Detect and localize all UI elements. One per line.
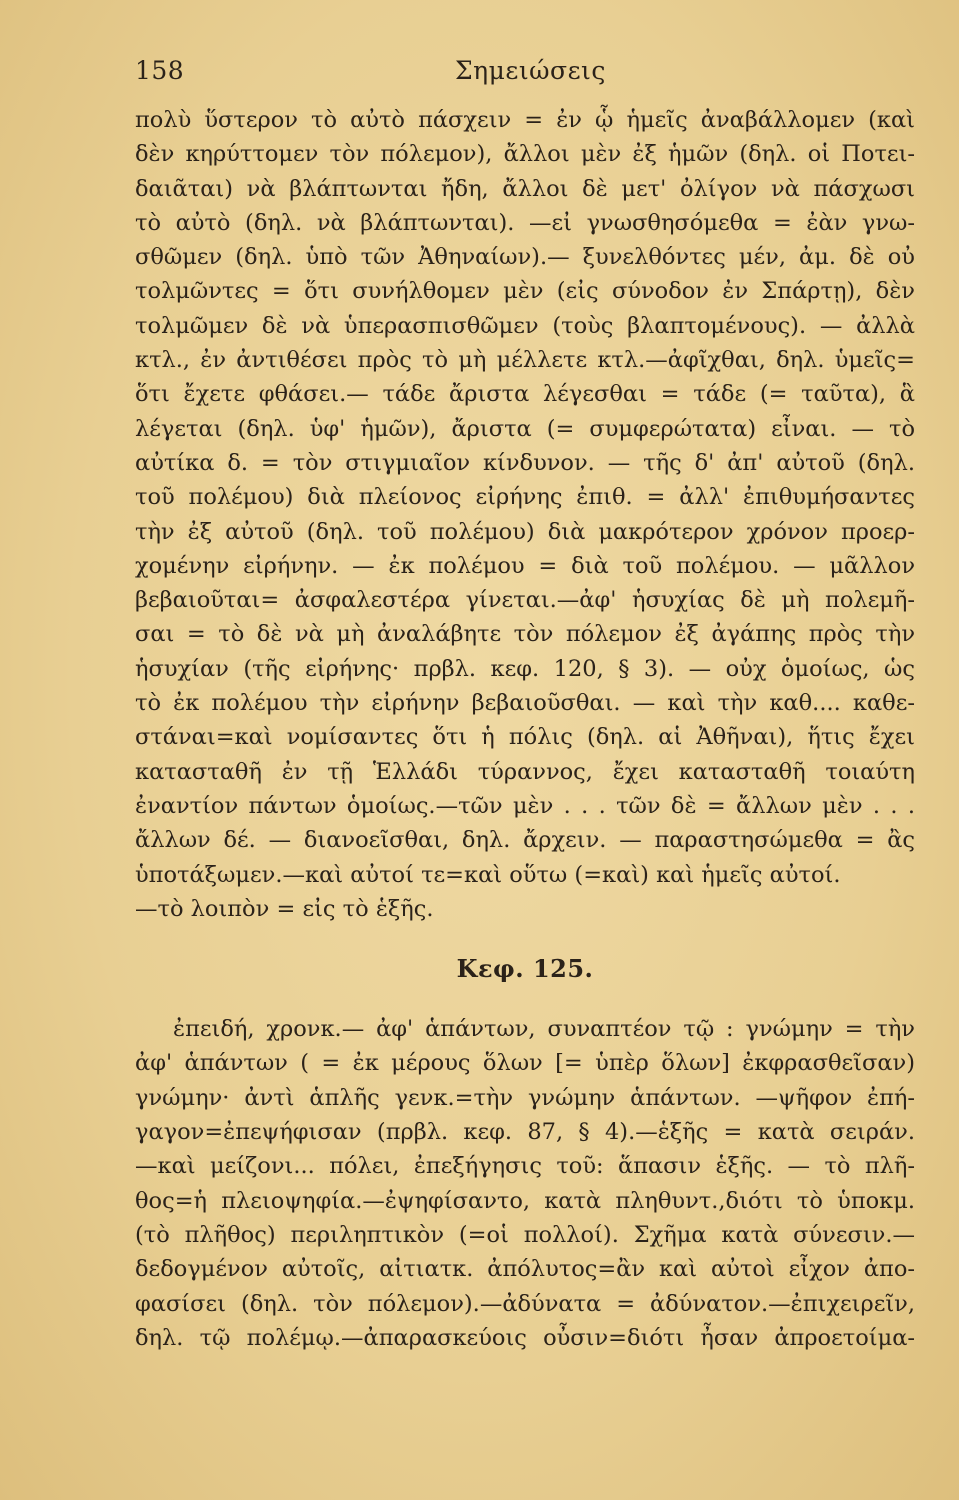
- text-line: κτλ., ἐν ἀντιθέσει πρὸς τὸ μὴ μέλλετε κτλ.—ἀφῖχθαι, δηλ. ὑμεῖς=: [135, 347, 915, 374]
- text-line: γνώμην· ἀντὶ ἁπλῆς γενκ.=τὴν γνώμην ἁπάντων. —ψῆφον ἐπή-: [135, 1084, 915, 1111]
- text-line: τολμῶντες = ὅτι συνήλθομεν μὲν (εἰς σύνοδον ἐν Σπάρτῃ), δὲν: [135, 278, 915, 305]
- text-line: δηλ. τῷ πολέμῳ.—ἀπαρασκεύοις οὖσιν=διότι ἦσαν ἀπροετοίμα-: [135, 1324, 915, 1351]
- notes-section-2: [135, 1012, 915, 1355]
- text-line: ἐναντίον πάντων ὁμοίως.—τῶν μὲν . . . τῶν δὲ = ἄλλων μὲν . . .: [135, 792, 915, 819]
- text-line: (τὸ πλῆθος) περιληπτικὸν (=οἱ πολλοί). Σχῆμα κατὰ σύνεσιν.—: [135, 1221, 915, 1248]
- chapter-heading: Κεφ. 125.: [456, 954, 594, 984]
- text-line: βεβαιοῦται= ἀσφαλεστέρα γίνεται.—ἀφ' ἡσυχίας δὲ μὴ πολεμῆ-: [135, 587, 915, 614]
- text-line: ἡσυχίαν (τῆς εἰρήνης· πρβλ. κεφ. 120, § 3). — οὐχ ὁμοίως, ὡς: [135, 655, 915, 682]
- text-line: —καὶ μείζονι... πόλει, ἐπεξήγησις τοῦ: ἅπασιν ἑξῆς. — τὸ πλῆ-: [135, 1153, 915, 1180]
- text-line: δαιᾶται) νὰ βλάπτωνται ἤδη, ἄλλοι δὲ μετ' ὀλίγον νὰ πάσχωσι: [135, 175, 915, 202]
- page-number: 158: [135, 56, 185, 85]
- text-line: δὲν κηρύττομεν τὸν πόλεμον), ἄλλοι μὲν ἐξ ἡμῶν (δηλ. οἱ Ποτει-: [135, 141, 915, 168]
- text-line: πολὺ ὕστερον τὸ αὐτὸ πάσχειν = ἐν ᾧ ἡμεῖς ἀναβάλλομεν (καὶ: [135, 107, 915, 133]
- text-line: γαγον=ἐπεψήφισαν (πρβλ. κεφ. 87, § 4).—ἑξῆς = κατὰ σειράν.: [135, 1119, 915, 1146]
- text-line: —τὸ λοιπὸν = εἰς τὸ ἑξῆς.: [135, 895, 434, 922]
- text-line: ὑποτάξωμεν.—καὶ αὐτοί τε=καὶ οὕτω (=καὶ) καὶ ἡμεῖς αὐτοί.: [135, 861, 841, 888]
- text-line: ἐπειδή, χρονκ.— ἀφ' ἁπάντων, συναπτέον τῷ : γνώμην = τὴν: [173, 1016, 915, 1043]
- text-line: αὐτίκα δ. = τὸν στιγμιαῖον κίνδυνον. — τῆς δ' ἀπ' αὐτοῦ (δηλ.: [135, 449, 915, 476]
- text-line: ὅτι ἔχετε φθάσει.— τάδε ἄριστα λέγεσθαι = τάδε (= ταῦτα), ἃ: [135, 381, 915, 408]
- text-line: ἀφ' ἁπάντων ( = ἐκ μέρους ὅλων [= ὑπὲρ ὅλων] ἐκφρασθεῖσαν): [135, 1050, 915, 1077]
- text-line: λέγεται (δηλ. ὑφ' ἡμῶν), ἄριστα (= συμφερώτατα) εἶναι. — τὸ: [135, 415, 915, 442]
- text-line: κατασταθῆ ἐν τῇ Ἑλλάδι τύραννος, ἔχει κατασταθῆ τοιαύτη: [135, 758, 915, 785]
- text-line: τὴν ἐξ αὐτοῦ (δηλ. τοῦ πολέμου) διὰ μακρότερον χρόνον προερ-: [135, 518, 915, 545]
- text-line: δεδογμένον αὐτοῖς, αἰτιατκ. ἀπόλυτος=ἂν καὶ αὐτοὶ εἶχον ἀπο-: [135, 1256, 915, 1283]
- page-header: [135, 50, 855, 90]
- text-line: ἄλλων δέ. — διανοεῖσθαι, δηλ. ἄρχειν. — παραστησώμεθα = ἂς: [135, 827, 915, 854]
- text-line: χομένην εἰρήνην. — ἐκ πολέμου = διὰ τοῦ πολέμου. — μᾶλλον: [135, 552, 915, 579]
- text-line: σαι = τὸ δὲ νὰ μὴ ἀναλάβητε τὸν πόλεμον ἐξ ἀγάπης πρὸς τὴν: [135, 621, 915, 648]
- text-line: θος=ἡ πλειοψηφία.—ἐψηφίσαντο, κατὰ πληθυντ.,διότι τὸ ὑποκμ.: [135, 1187, 915, 1214]
- body-text: [135, 103, 915, 1355]
- text-line: τολμῶμεν δὲ νὰ ὑπερασπισθῶμεν (τοὺς βλαπτομένους). — ἀλλὰ: [135, 312, 915, 339]
- text-line: φασίσει (δηλ. τὸν πόλεμον).—ἀδύνατα = ἀδύνατον.—ἐπιχειρεῖν,: [135, 1290, 915, 1317]
- text-line: σθῶμεν (δηλ. ὑπὸ τῶν Ἀθηναίων).— ξυνελθόντες μέν, ἀμ. δὲ οὐ: [135, 244, 915, 271]
- text-line: τοῦ πολέμου) διὰ πλείονος εἰρήνης ἐπιθ. = ἀλλ' ἐπιθυμήσαντες: [135, 484, 915, 511]
- text-line: τὸ αὐτὸ (δηλ. νὰ βλάπτωνται). —εἰ γνωσθησόμεθα = ἐὰν γνω-: [135, 209, 915, 236]
- text-line: στάναι=καὶ νομίσαντες ὅτι ἡ πόλις (δηλ. αἱ Ἀθῆναι), ἥτις ἔχει: [135, 724, 915, 751]
- text-line: τὸ ἐκ πολέμου τὴν εἰρήνην βεβαιοῦσθαι. — καὶ τὴν καθ.... καθε-: [135, 690, 915, 717]
- notes-section-1: [135, 103, 915, 926]
- running-title: Σημειώσεις: [455, 56, 606, 85]
